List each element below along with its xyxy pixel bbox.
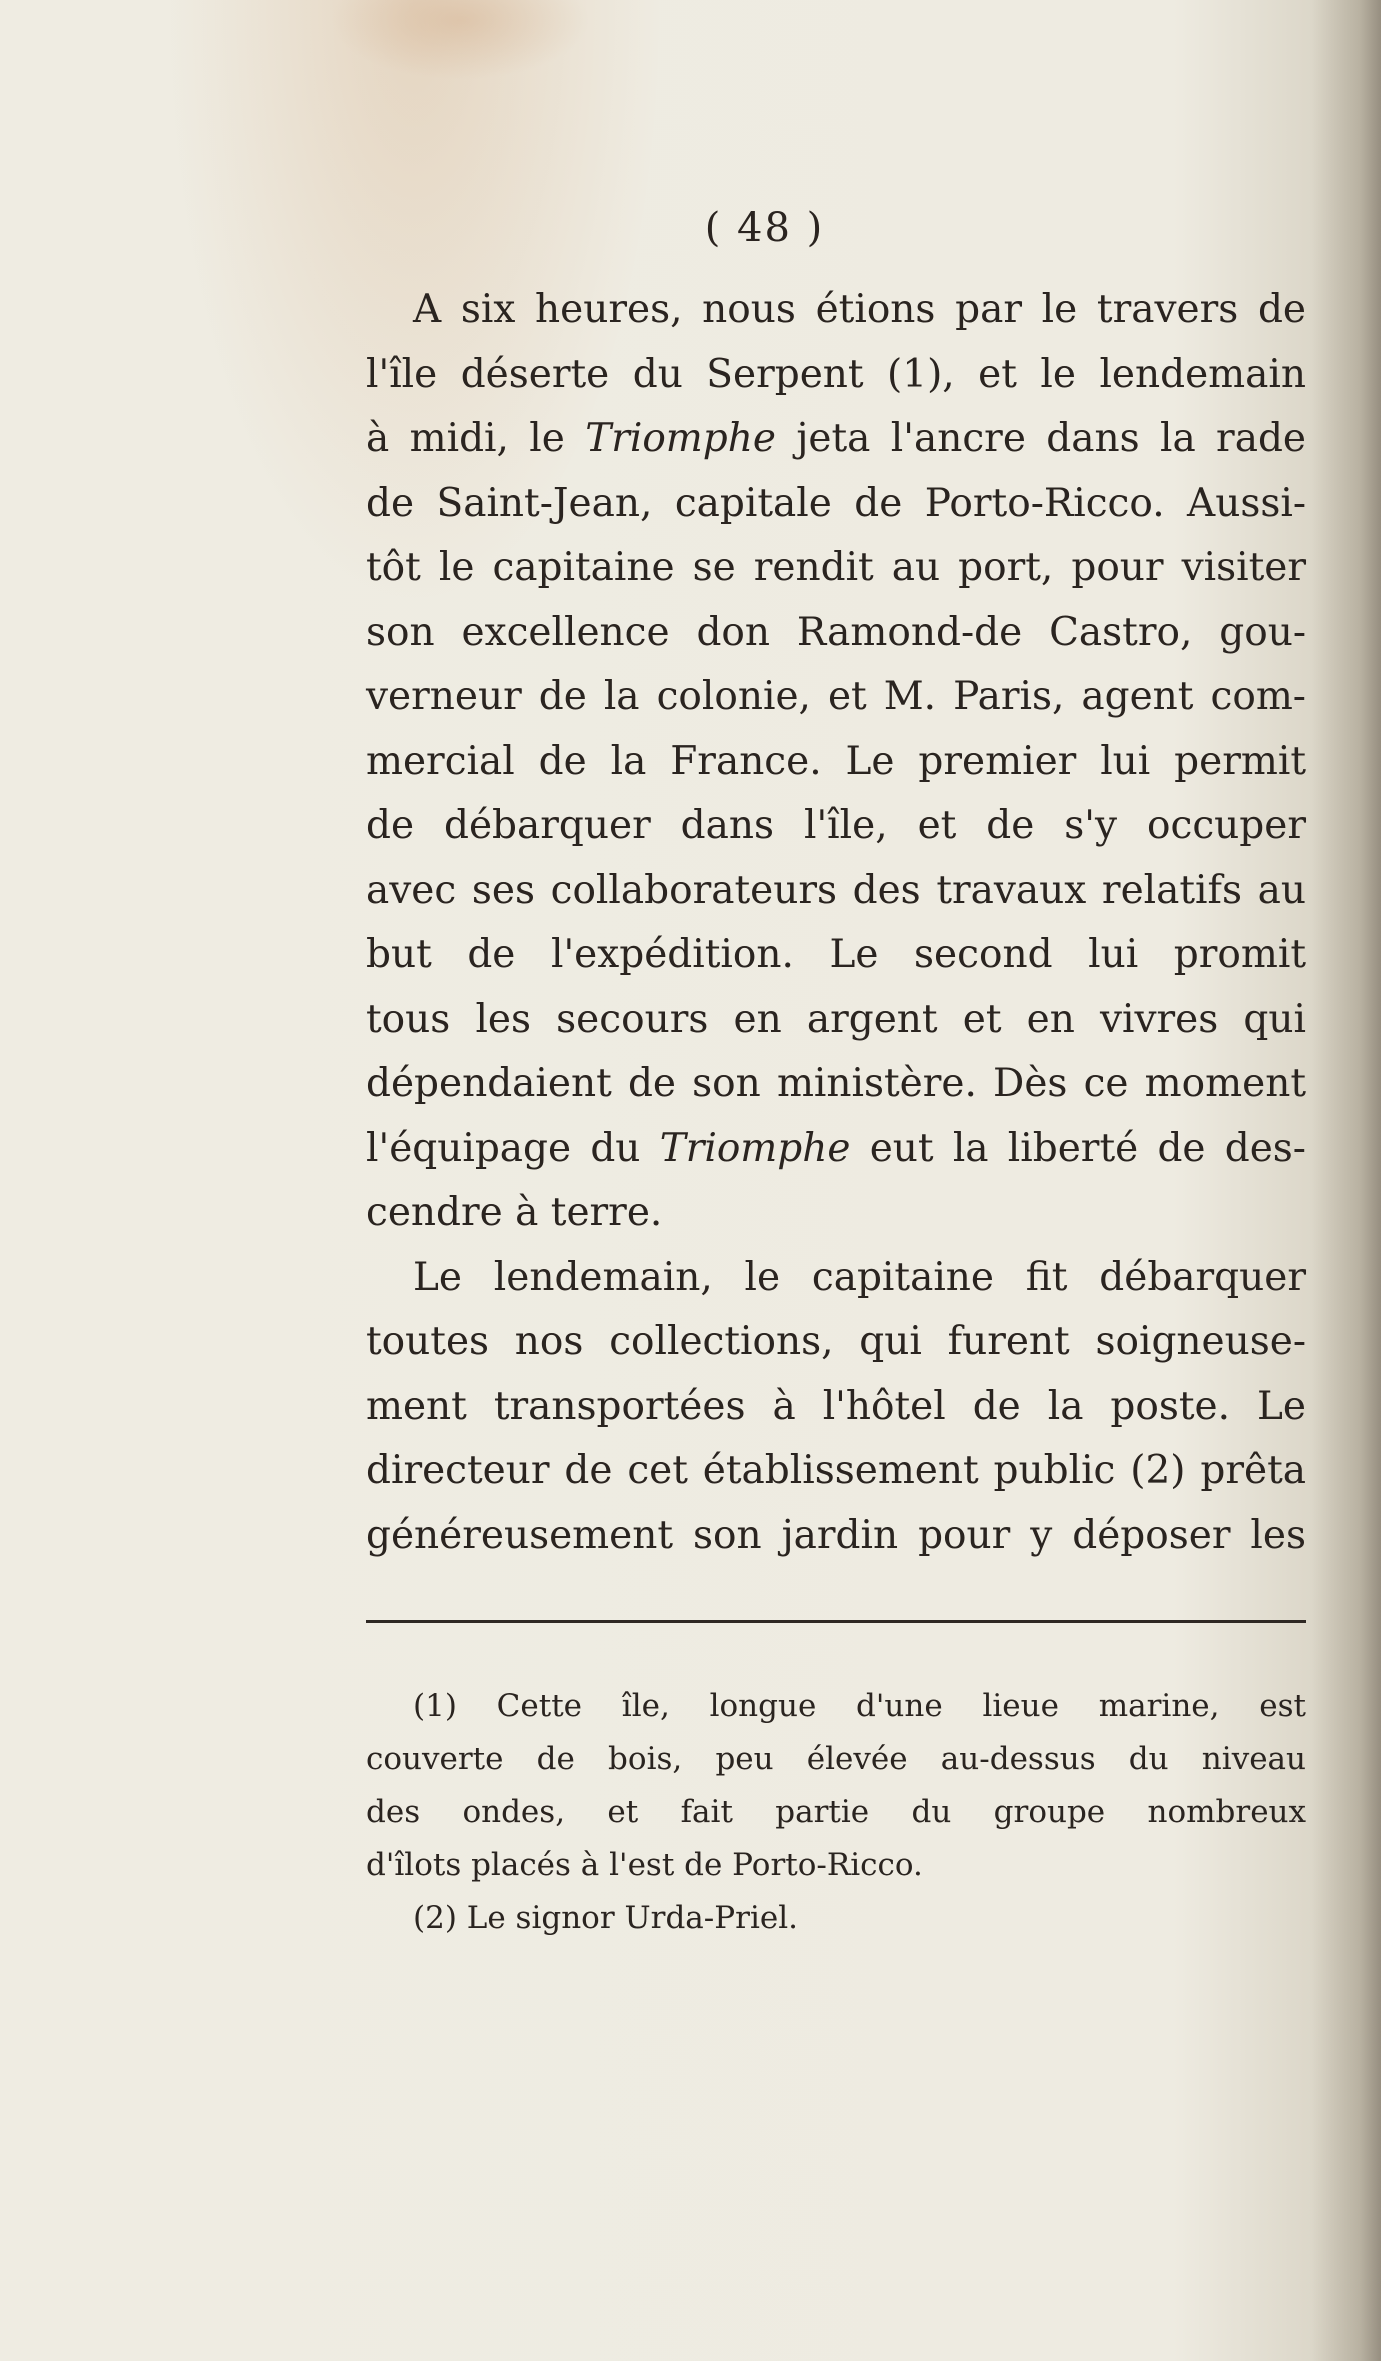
text-line: généreusement son jardin pour y déposer les: [366, 1512, 1306, 1558]
text-line: toutes nos collections, qui furent soigneuse-: [366, 1319, 1306, 1364]
text-line: son excellence don Ramond-de Castro, gou-: [366, 609, 1306, 655]
text-line: à midi, le Triomphe jeta l'ancre dans la rade: [366, 416, 1306, 461]
paper-stain: [330, 0, 590, 80]
ship-name: Triomphe: [585, 416, 776, 461]
gutter-shadow: [1311, 0, 1381, 2361]
text-line: tous les secours en argent et en vivres qui: [366, 996, 1306, 1042]
text-line: but de l'expédition. Le second lui promit: [366, 932, 1306, 977]
text-line: l'équipage du Triomphe eut la liberté de des-: [366, 1125, 1306, 1171]
text-line: Le lendemain, le capitaine fit débarquer: [413, 1254, 1306, 1300]
text-line: avec ses collaborateurs des travaux relatifs au: [366, 867, 1306, 913]
footnotes: [366, 1680, 1306, 1945]
text-line: mercial de la France. Le premier lui permit: [366, 738, 1306, 784]
text-line: ment transportées à l'hôtel de la poste. Le: [366, 1383, 1306, 1429]
page-number: ( 48 ): [704, 205, 825, 251]
text-line: directeur de cet établissement public (2) prêta: [366, 1448, 1306, 1493]
text-line: cendre à terre.: [366, 1190, 663, 1235]
text-line: dépendaient de son ministère. Dès ce moment: [366, 1061, 1306, 1106]
footnote-line: des ondes, et fait partie du groupe nombreux: [366, 1794, 1306, 1830]
footnote-line: (2) Le signor Urda-Priel.: [413, 1900, 798, 1936]
footnote-line: (1) Cette île, longue d'une lieue marine, est: [413, 1688, 1306, 1724]
main-text: [366, 278, 1306, 1568]
text-line: verneur de la colonie, et M. Paris, agent com-: [366, 674, 1306, 719]
text-line: A six heures, nous étions par le travers de: [413, 287, 1306, 332]
text-line: de débarquer dans l'île, et de s'y occuper: [366, 803, 1306, 848]
footnote-line: couverte de bois, peu élevée au-dessus du niveau: [366, 1741, 1306, 1777]
footnote-rule: [366, 1620, 1306, 1623]
text-line: de Saint-Jean, capitale de Porto-Ricco. Aussi-: [366, 480, 1306, 526]
footnote-line: d'îlots placés à l'est de Porto-Ricco.: [366, 1847, 923, 1883]
text-line: l'île déserte du Serpent (1), et le lendemain: [366, 351, 1306, 397]
ship-name: Triomphe: [659, 1125, 851, 1171]
text-line: tôt le capitaine se rendit au port, pour visiter: [366, 545, 1306, 590]
